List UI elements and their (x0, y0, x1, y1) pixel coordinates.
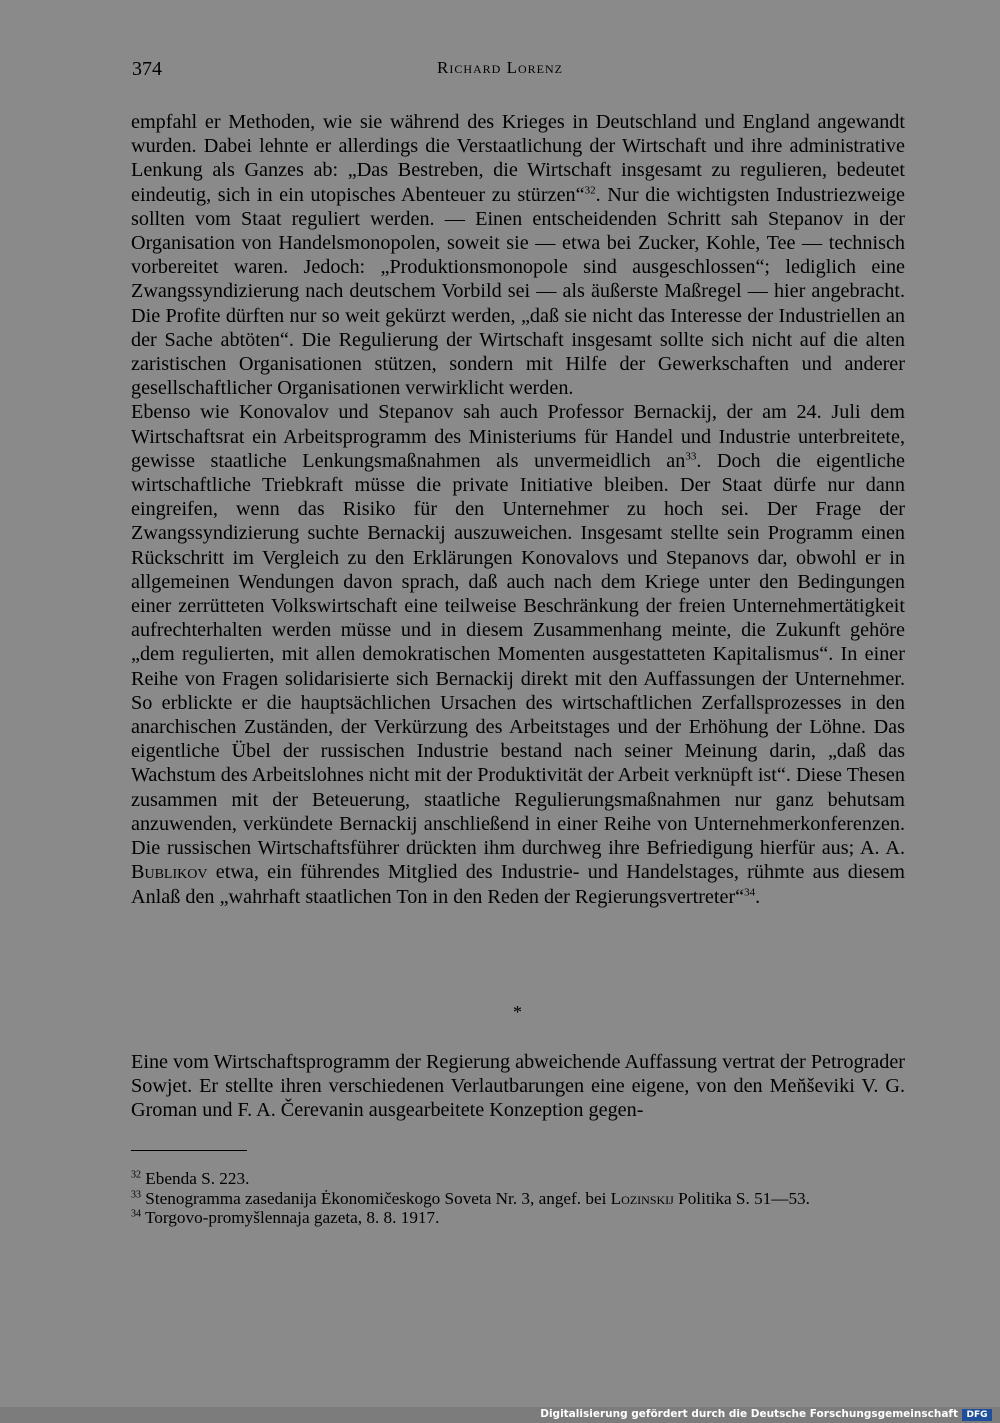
footnote-ref-34: 34 (744, 885, 756, 898)
dfg-logo-icon: DFG (962, 1409, 992, 1421)
running-head: Richard Lorenz (437, 58, 563, 77)
text-run: etwa, ein führendes Mitglied des Industrie- und Handelstages, rühmte aus diesem Anlaß den „wahrhaft staatlichen Ton in den Reden der Regierungsvertreter“ (131, 861, 905, 908)
page-number: 374 (132, 58, 162, 80)
section-separator: * (513, 1002, 522, 1022)
digitization-credit: Digitalisierung gefördert durch die Deutsche Forschungsgemeinschaft (540, 1408, 958, 1420)
footnote-33 (131, 1189, 905, 1209)
footnote-number: 34 (131, 1208, 141, 1220)
footnote-rule (131, 1150, 247, 1151)
footnote-number: 33 (131, 1188, 141, 1200)
text-run: . (755, 885, 761, 908)
footnote-text: Torgovo-promyšlennaja gazeta, 8. 8. 1917. (141, 1208, 440, 1228)
text-run: . Nur die wichtigsten Industriezweige sollten vom Staat reguliert werden. — Einen entscheidenden Schritt sah Stepanov in der Organisation von Handelsmonopolen, soweit sie — etwa bei Zucker, Kohle, Tee — technisch vorbereitet waren. Jedoch: „Produktionsmonopole sind ausgeschlossen“; lediglich eine Zwangssyndizierung nach deutschem Vorbild sei — als äußerste Maßregel — hier angebracht. Die Profite dürften nur so weit gekürzt werden, „daß sie nicht das Interesse der Industriellen an der Sache abtöten“. Die Regulierung der Wirtschaft insgesamt sollte sich nicht auf die alten zaristischen Organisationen stützen, sondern mit Hilfe der Gewerkschaften und anderer gesellschaftlicher Organisationen verwirklicht werden. (131, 183, 905, 400)
footnote-34 (131, 1208, 905, 1228)
footnote-32 (131, 1169, 905, 1189)
text-run: empfahl er Methoden, wie sie während des Krieges in Deutschland und England angewandt wurden. Dabei lehnte er allerdings die Verstaatlichung der Wirtschaft und ihre administrative Lenkung als Ganzes ab: „Das Bestreben, die Wirtschaft insgesamt zu regulieren, bedeutet eindeutig, sich in ein utopisches Abenteuer zu stürzen“ (131, 111, 905, 206)
paragraph-3: Eine vom Wirtschaftsprogramm der Regierung abweichende Auffassung vertrat der Petrograder Sowjet. Er stellte ihren verschiedenen Verlautbarungen eine eigene, von den Men̆ševiki V. G. Groman und F. A. Čerevanin ausgearbeitete Konzeption gegen- (131, 1051, 905, 1122)
footnote-text: Ebenda S. 223. (141, 1169, 250, 1188)
footnote-ref-33: 33 (685, 450, 697, 463)
author-name-lozinskij: Lozinskij (610, 1188, 674, 1208)
footnote-text: Politika S. 51—53. (673, 1188, 810, 1208)
footnotes (131, 1169, 905, 1228)
footnote-ref-32: 32 (584, 183, 596, 196)
text-run: Ebenso wie Konovalov und Stepanov sah auch Professor Bernackij, der am 24. Juli dem Wirtschaftsrat ein Arbeitsprogramm des Ministeriums für Handel und Industrie unterbreitete, gewisse staatliche Lenkungsmaßnahmen als unvermeidlich an (131, 401, 905, 472)
author-name-bublikov: Bublikov (131, 861, 208, 884)
main-text-continued (131, 1050, 905, 1123)
paragraph-2 (131, 400, 905, 908)
footnote-number: 32 (131, 1169, 141, 1181)
main-text (131, 110, 905, 909)
text-run: . Doch die eigentliche wirtschaftliche Triebkraft müsse die private Initiative bleiben. Der Staat dürfe nur dann eingreifen, wenn das Risiko für den Unternehmer zu hoch sei. Der Frage der Zwangssyndizierung suchte Bernackij auszuweichen. Insgesamt stellte sein Programm einen Rückschritt im Vergleich zu den Erklärungen Konovalovs und Stepanovs dar, obwohl er in allgemeinen Wendungen davon sprach, daß auch nach dem Kriege unter den Bedingungen einer zerrütteten Volkswirtschaft eine teilweise Beschränkung der freien Unternehmertätigkeit aufrechterhalten werden müsse und in diesem Zusammenhang meinte, die Zukunft gehöre „dem regulierten, mit allen demokratischen Momenten ausgestatteten Kapitalismus“. In einer Reihe von Fragen solidarisierte sich Bernackij direkt mit den Auffassungen der Unternehmer. So erblickte er die hauptsächlichen Ursachen des wirtschaftlichen Zerfallsprozesses in den anarchischen Zuständen, der Verkürzung des Arbeitstages und der Erhöhung der Löhne. Das eigentliche Übel der russischen Industrie bestand nach seiner Meinung darin, „daß das Wachstum des Arbeitslohnes nicht mit der Produktivität der Arbeit verknüpft ist“. Diese Thesen zusammen mit der Beteuerung, staatliche Regulierungsmaßnahmen nur ganz behutsam anzuwenden, verkündete Bernackij anschließend in einer Reihe von Unternehmerkonferenzen. Die russischen Wirtschaftsführer drückten ihm durchweg ihre Befriedigung hierfür aus; A. A. (131, 449, 905, 860)
paragraph-1 (131, 110, 905, 400)
footnote-text: Stenogramma zasedanija Ėkonomičeskogo Soveta Nr. 3, angef. bei (141, 1188, 611, 1208)
